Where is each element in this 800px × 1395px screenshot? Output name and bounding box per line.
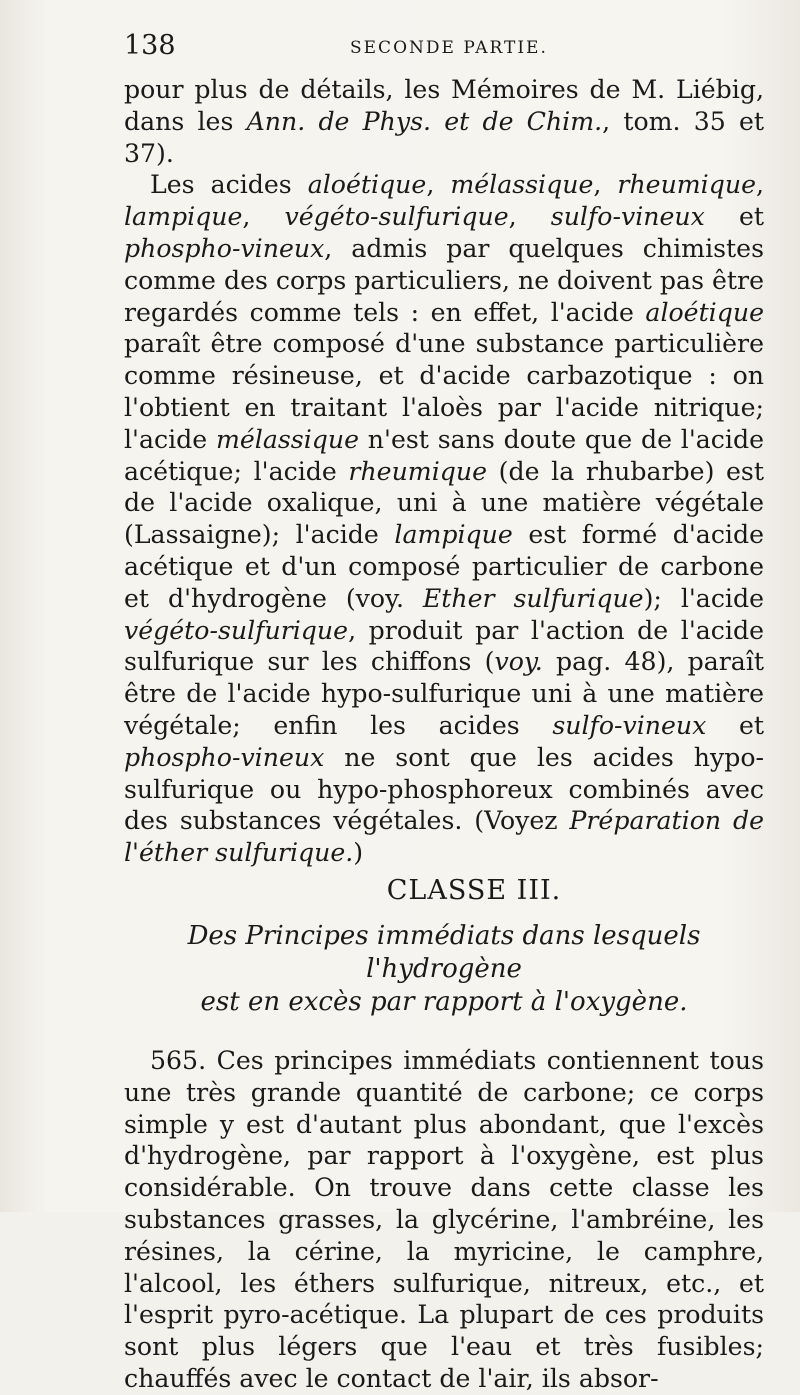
- text-run: (de la rhubarbe) est de l'acide oxalique, uni à une matière végétale (Lassaigne); l'acide: [124, 456, 764, 550]
- italic-term: lampique: [124, 202, 243, 232]
- text-run: est formé d'acide acétique et d'un composé particulier de carbone et d'hydrogène (voy.: [124, 520, 765, 613]
- italic-term: rheumique: [617, 170, 756, 200]
- italic-term: phospho-vineux: [124, 233, 325, 263]
- class-subtitle-line-1: Des Principes immédiats dans lesquels l'hydrogène: [187, 920, 701, 984]
- italic-term: aloétique: [307, 170, 427, 200]
- italic-term: rheumique: [348, 456, 488, 486]
- italic-term: mélassique: [450, 170, 594, 200]
- class-heading: CLASSE III.: [386, 874, 562, 906]
- text-run: ,: [426, 170, 451, 200]
- paragraph-565: [124, 1045, 764, 1395]
- page-header: [124, 30, 764, 64]
- italic-term: voy.: [494, 647, 543, 677]
- text-run: pour plus de détails, les Mémoires de M. Liébig, dans les: [124, 75, 764, 136]
- text-run: n'est sans doute que de l'acide acétique; l'acide: [124, 424, 764, 486]
- text-run: ne sont que les acides hypo-sulfurique ou hypo-phosphoreux combinés avec des substances végétales. (Voyez: [124, 742, 764, 836]
- paragraph-continuation: [124, 74, 764, 169]
- text-run: ,: [756, 170, 765, 200]
- body-text: [124, 74, 764, 1395]
- italic-term: aloétique: [645, 297, 764, 327]
- text-run: ,: [508, 202, 551, 232]
- text-run: paraît être composé d'une substance particulière comme résineuse, et d'acide carbazotique : on l'obtient en traitant l'aloès par l'acide nitrique; l'acide: [124, 329, 764, 454]
- paragraph-acids: [124, 169, 764, 869]
- italic-term: Préparation de l'éther sulfurique.: [124, 806, 764, 868]
- text-run: , tom. 35 et 37).: [124, 106, 764, 168]
- class-subtitle-line-2: est en excès par rapport à l'oxygène.: [200, 986, 688, 1017]
- text-run: pag. 48), paraît être de l'acide hypo-sulfurique uni à une matière végétale; enfin les acides: [124, 647, 764, 740]
- running-head: SECONDE PARTIE.: [350, 38, 548, 58]
- text-run: ); l'acide: [643, 583, 765, 613]
- text-run: , produit par l'action de l'acide sulfurique sur les chiffons (: [124, 615, 764, 677]
- italic-term: sulfo-vineux: [550, 202, 705, 232]
- text-run: Les acides: [150, 170, 308, 200]
- text-run: Ces principes immédiats contiennent tous une très grande quantité de carbone; ce corps simple y est d'autant plus abondant, que l'excès d'hydrogène, par rapport à l'oxygène, est plus considérable. On trouve dans cette classe les substances grasses, la glycérine, l'ambréine, les résines, la cérine, la myricine, le camphre, l'alcool, les éthers sulfurique, nitreux, etc., et l'esprit pyro-acétique. La plupart de ces produits sont plus légers que l'eau et très fusibles; chauffés avec le contact de l'air, ils absor-: [124, 1045, 764, 1393]
- italic-term: végéto-sulfurique: [124, 615, 349, 645]
- paragraph-number: 565.: [150, 1045, 207, 1075]
- italic-term: phospho-vineux: [124, 742, 325, 772]
- italic-term: Ether sulfurique: [422, 583, 644, 613]
- page-number: 138: [124, 30, 176, 61]
- italic-term: mélassique: [215, 424, 360, 454]
- text-run: , admis par quelques chimistes comme des corps particuliers, ne doivent pas être regardés comme tels : en effet, l'acide: [124, 233, 764, 327]
- italic-term: lampique: [394, 520, 513, 550]
- text-run: ,: [593, 170, 618, 200]
- text-run: ,: [242, 202, 285, 232]
- italic-term: sulfo-vineux: [552, 710, 707, 740]
- italic-term: végéto-sulfurique: [284, 202, 509, 232]
- text-run: et: [706, 710, 764, 740]
- class-subtitle: [124, 920, 764, 1019]
- text-run: ): [353, 838, 364, 868]
- italic-citation: Ann. de Phys. et de Chim.: [246, 106, 603, 136]
- text-run: et: [704, 202, 764, 232]
